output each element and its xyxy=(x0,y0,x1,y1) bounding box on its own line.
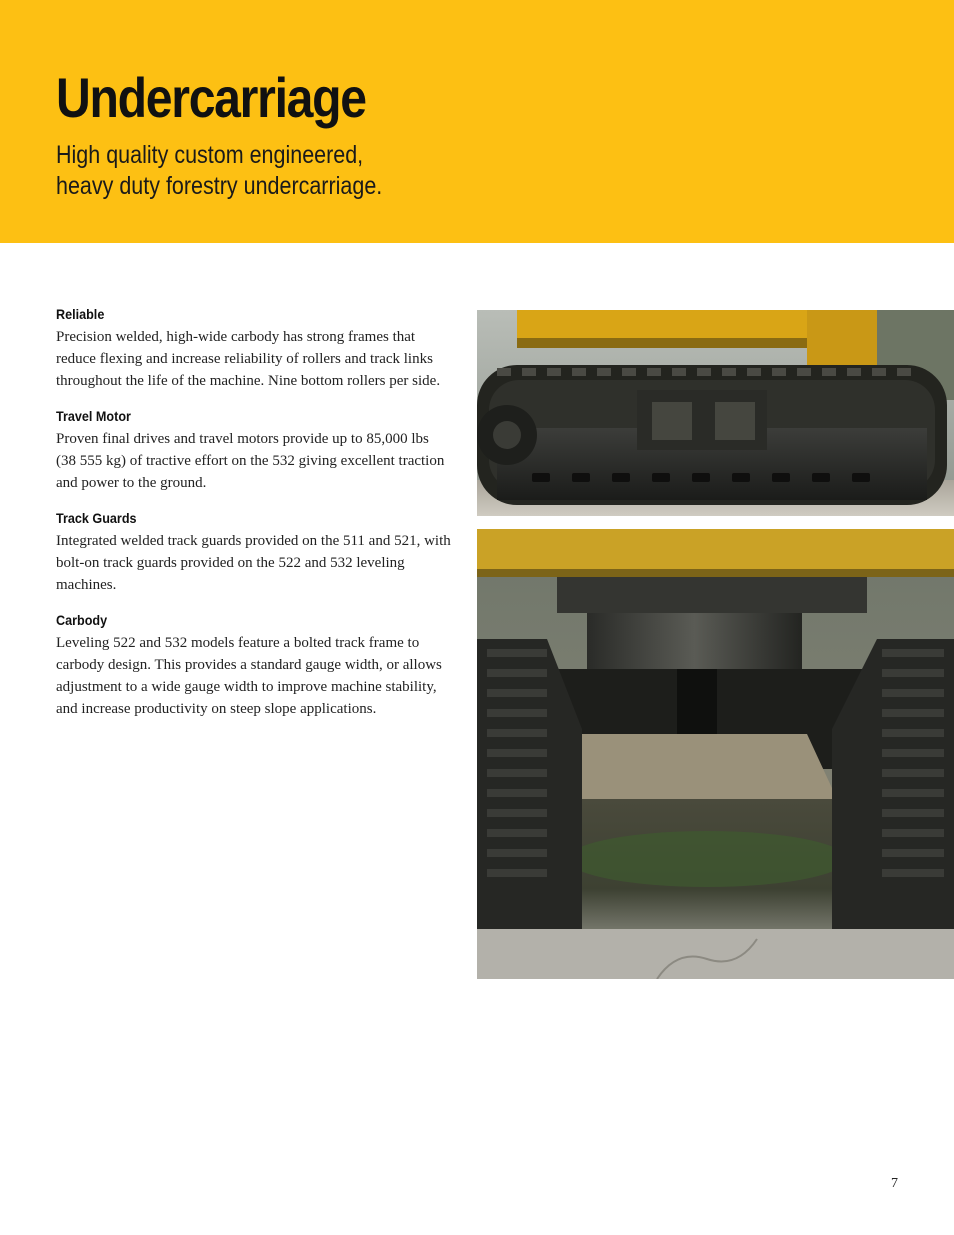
section-body: Leveling 522 and 532 models feature a bolted track frame to carbody design. This provides a standard gauge width, or allows adjustment to a wide gauge width to improve machine stability, and increase productivity on steep slope applications. xyxy=(56,635,442,717)
subtitle-line-1: High quality custom engineered, xyxy=(56,141,364,169)
section-reliable xyxy=(56,304,451,392)
page-title: Undercarriage xyxy=(56,66,366,129)
page-subtitle xyxy=(56,140,382,202)
section-track-guards xyxy=(56,508,451,596)
subtitle-line-2: heavy duty forestry undercarriage. xyxy=(56,172,383,200)
section-heading: Reliable xyxy=(56,306,105,322)
section-carbody xyxy=(56,610,451,720)
section-travel-motor xyxy=(56,406,451,494)
track-side-photo xyxy=(477,310,954,516)
carbody-underside-photo xyxy=(477,529,954,979)
section-body: Precision welded, high-wide carbody has strong frames that reduce flexing and increase reliability of rollers and track links throughout the life of the machine. Nine bottom rollers per side. xyxy=(56,329,441,389)
section-heading: Travel Motor xyxy=(56,408,131,424)
header-band xyxy=(0,0,954,243)
body-text-column xyxy=(56,304,451,734)
page-number: 7 xyxy=(891,1176,898,1191)
section-body: Integrated welded track guards provided on the 511 and 521, with bolt-on track guards provided on the 522 and 532 leveling machines. xyxy=(56,533,451,593)
section-body: Proven final drives and travel motors provide up to 85,000 lbs (38 555 kg) of tractive effort on the 532 giving excellent traction and power to the ground. xyxy=(56,431,445,491)
section-heading: Track Guards xyxy=(56,510,137,526)
section-heading: Carbody xyxy=(56,612,108,628)
